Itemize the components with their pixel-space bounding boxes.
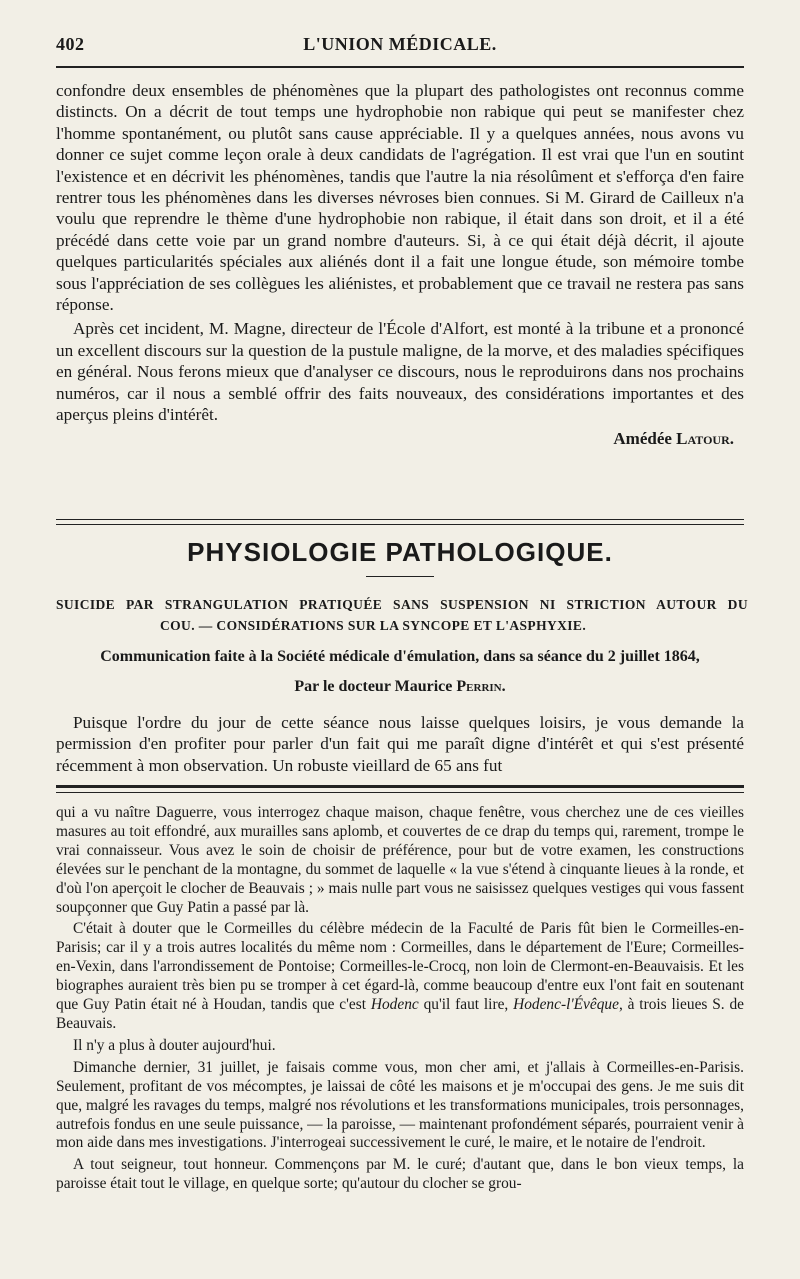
communication-note: Communication faite à la Société médicale d'émulation, dans sa séance du 2 juillet 1864,	[100, 648, 700, 665]
signature-first-name: Amédée	[613, 428, 672, 448]
paragraph: A tout seigneur, tout honneur. Commençons par M. le curé; d'autant que, dans le bon vieux temps, la paroisse était tout le village, en quelque sorte; qu'autour du clocher se grou-	[56, 1156, 744, 1193]
feuilleton-rule-thick	[56, 785, 744, 788]
running-title: L'UNION MÉDICALE.	[303, 34, 497, 54]
section-title: PHYSIOLOGIE PATHOLOGIQUE.	[187, 537, 613, 567]
signature-last-name: Latour.	[676, 428, 734, 448]
header-rule	[56, 66, 744, 68]
paragraph: Dimanche dernier, 31 juillet, je faisais comme vous, mon cher ami, et j'allais à Cormeilles-en-Parisis. Seulement, profitant de vos mécomptes, je laissai de côté les maisons et je m'occupai des gens. Je me suis dit que, malgré les ravages du temps, malgré nos révolutions et les transformations municipales, trois personnages, autrefois fondus en une seule puissance, — la paroisse, — maintenant profondément séparés, pourraient venir à mon aide dans mes investigations. J'interrogeai successivement le curé, le maire, et le notaire de l'endroit.	[56, 1058, 744, 1152]
author-prefix: Par le docteur Maurice	[294, 678, 453, 695]
paragraph: confondre deux ensembles de phénomènes que la plupart des pathologistes ont reconnus comme distincts. On a décrit de tout temps une hydrophobie non rabique qui peut se manifester chez l'homme spontanément, ou plutôt sans cause appréciable. Il y a quelques années, nous avons vu donner ce sujet comme leçon orale à deux candidats de l'agrégation. Il est vrai que l'un en soutint l'existence et en décrivit les phénomènes, tandis que l'autre la nia résolûment et s'efforça d'en faire rentrer tous les phénomènes dans les diverses névroses bien connues. Si M. Girard de Cailleux n'a voulu que reprendre le thème d'une hydrophobie non rabique, il était dans son droit, et il a été précédé dans cette voie par un grand nombre d'auteurs. Si, à ce qui était déjà décrit, il ajoute quelques particularités spéciales aux aliénés dont il a fait une longue étude, son mémoire tombe sous l'appréciation de ses collègues les aliénistes, et probablement que ce travail ne restera pas sans réponse.	[56, 81, 744, 315]
place-name: Hodenc	[370, 996, 419, 1014]
text-run: C'était à douter que le Cormeilles du célèbre médecin de la Faculté de Paris fût bien le Cormeilles-en-Parisis; car il y a trois autres localités du même nom : Cormeilles, dans le département de l'Eure; Cormeilles-en-Vexin, dans l'arrondissement de Pontoise; Cormeilles-le-Crocq, non loin de Clermont-en-Beauvaisis. Et les biographes auraient très bien pu se tromper à cet égard-là, comme beaucoup d'entre eux l'ont fait en soutenant que Guy Patin était né à Houdan, tandis que c'est	[56, 920, 744, 1014]
section-rule-top	[56, 519, 744, 520]
signature	[56, 428, 734, 449]
feuilleton-text	[56, 804, 744, 1194]
paragraph: Puisque l'ordre du jour de cette séance nous laisse quelques loisirs, je vous demande la permission d'en profiter pour parler d'un fait qui me paraît digne d'intérêt et qui s'est présenté récemment à mon observation. Un robuste vieillard de 65 ans fut	[56, 713, 744, 775]
paragraph	[56, 920, 744, 1033]
author-line	[56, 678, 744, 696]
section-rule-bottom	[56, 524, 744, 525]
paragraph: qui a vu naître Daguerre, vous interrogez chaque maison, chaque fenêtre, vous cherchez une de ces vieilles masures au toit effondré, aux murailles sans aplomb, et couvertes de ce drap du temps qui, rarement, trompe le vrai connaisseur. Vous avez le soin de choisir de préférence, pour but de votre examen, les constructions élevées sur le penchant de la montagne, du sommet de laquelle « la vue s'étend à cinquante lieues à la ronde, et d'où l'on aperçoit le clocher de Beauvais ; » mais nulle part vous ne saisissez quelques vestiges qui vous fassent soupçonner que Guy Patin a passé par là.	[56, 804, 744, 916]
author-name: Perrin.	[456, 678, 506, 695]
continued-article	[56, 80, 744, 449]
text-run: , à trois lieues S. de Beauvais.	[56, 996, 744, 1032]
text-run: qu'il faut lire,	[418, 996, 514, 1014]
paragraph: Après cet incident, M. Magne, directeur de l'École d'Alfort, est monté à la tribune et a prononcé un excellent discours sur la question de la pustule maligne, de la morve, et des maladies spécifiques en général. Nous ferons mieux que d'analyser ce discours, nous le reproduirons dans nos prochains numéros, car il nous a semblé offrir des faits nouveaux, des considérations importantes et des aperçus pleins d'intérêt.	[56, 319, 744, 425]
paragraph: Il n'y a plus à douter aujourd'hui.	[73, 1036, 276, 1054]
article-title-line-1: SUICIDE PAR STRANGULATION PRATIQUÉE SANS SUSPENSION NI STRICTION AUTOUR DU	[56, 597, 748, 612]
title-divider	[366, 576, 434, 577]
page-header	[56, 34, 744, 56]
place-name: Hodenc-l'Évêque	[513, 996, 619, 1014]
feuilleton-rule-thin	[56, 792, 744, 793]
article-body	[56, 712, 744, 776]
article-title	[56, 594, 748, 636]
article-title-line-2: COU. — CONSIDÉRATIONS SUR LA SYNCOPE ET L'ASPHYXIE.	[160, 618, 587, 633]
page-number: 402	[56, 34, 85, 54]
